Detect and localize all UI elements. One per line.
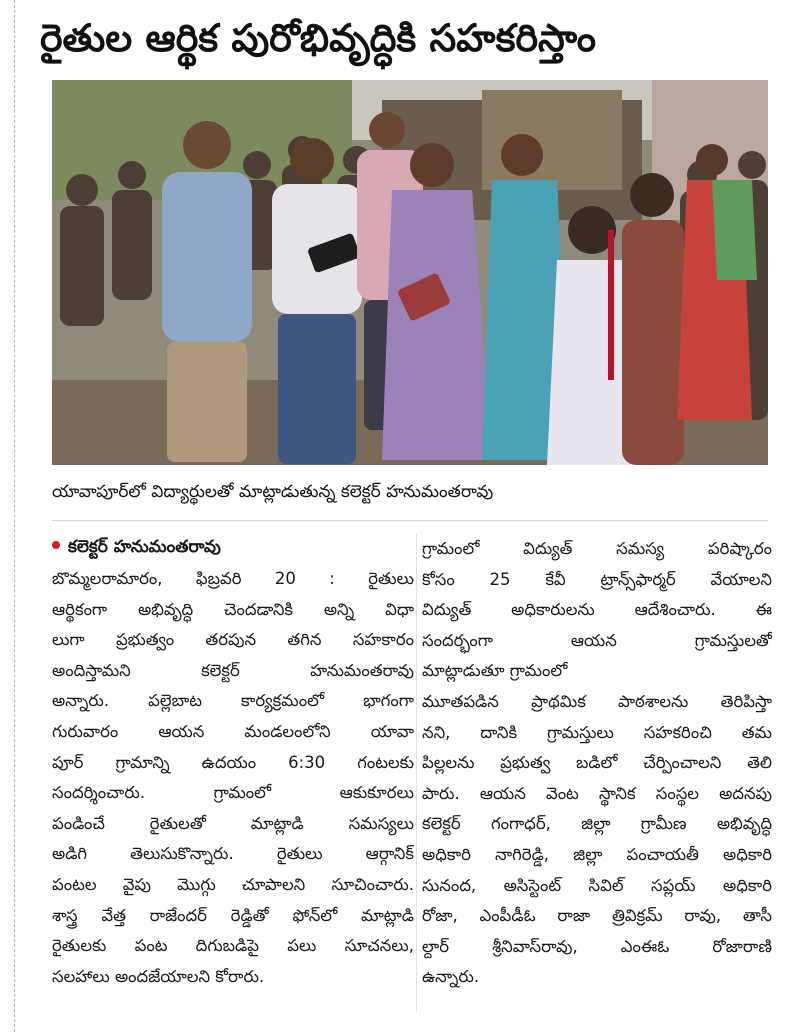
article-column-left — [52, 530, 414, 1020]
article-line: ల్దార్ శ్రీనివాస్‌రావు, ఎంఈఓ రోజారాణి — [422, 936, 772, 956]
article-line: శాస్త్ర వేత్త రాజేందర్ రెడ్డితో ఫోన్‌లో మాట్లాడి — [52, 905, 414, 925]
article-line: బొమ్మలరామారం, ఫిబ్రవరి 20 : రైతులు — [52, 569, 414, 588]
bullet-icon — [52, 541, 60, 549]
photo-caption: యావాపూర్‌లో విద్యార్థులతో మాట్లాడుతున్న కలెక్టర్ హనుమంతరావు — [52, 482, 494, 502]
article-line: అడిగి తెలుసుకొన్నారు. రైతులు ఆర్గానిక్ — [52, 844, 414, 864]
article-line: ఆర్థికంగా అభివృద్ధి చెందడానికి అన్ని విధా — [52, 599, 414, 619]
article-line: సందర్శించారు. గ్రామంలో ఆకుకూరలు — [52, 783, 414, 803]
article-line: పండించే రైతులతో మాట్లాడి సమస్యలు — [52, 813, 414, 833]
article-line: అన్నారు. పల్లెబాట కార్యక్రమంలో భాగంగా — [52, 691, 414, 711]
article-line: అధికారి నాగిరెడ్డి, జిల్లా పంచాయతీ అధికారి — [422, 844, 772, 864]
article-line: నని, దానికి గ్రామస్తులు సహకరించి తమ — [422, 722, 772, 742]
article-line: విద్యుత్ అధికారులను ఆదేశించారు. ఈ — [422, 600, 772, 620]
article-line: ఉన్నారు. — [422, 967, 480, 987]
article-line: సునంద, అసిస్టెంట్ సివిల్ సప్లయ్ అధికారి — [422, 875, 772, 895]
article-line: కలెక్టర్ గంగాధర్, జిల్లా గ్రామీణ అభివృద్ధి — [422, 814, 772, 834]
article-line: గ్రామంలో విద్యుత్ సమస్య పరిష్కారం — [422, 539, 772, 558]
article-line: మాట్లాడుతూ గ్రామంలో — [422, 661, 568, 681]
article-line: అందిస్తామని కలెక్టర్ హనుమంతరావు — [52, 660, 414, 680]
article-line: సలహాలు అందజేయాలని కోరారు. — [52, 966, 265, 986]
news-photo — [52, 80, 768, 465]
article-line: మూతపడిన ప్రాథమిక పాఠశాలను తెరిపిస్తా — [422, 691, 772, 711]
headline: రైతుల ఆర్థిక పురోభివృద్ధికి సహకరిస్తాం — [40, 16, 597, 60]
article-line: కోసం 25 కేవీ ట్రాన్స్‌ఫార్మర్ వేయాలని — [422, 569, 772, 589]
column-divider — [416, 534, 417, 1012]
article-line: రోజా, ఎంపీడీఓ రాజా త్రివిక్రమ్ రావు, తాసీ — [422, 906, 772, 926]
article-line: పూర్ గ్రామాన్ని ఉదయం 6:30 గంటలకు — [52, 752, 414, 772]
byline — [52, 530, 414, 564]
page-edge-rule — [14, 0, 16, 1032]
article-line: పంటల వైపు మొగ్గు చూపాలని సూచించారు. — [52, 874, 414, 894]
article-line: సందర్భంగా ఆయన గ్రామస్తులతో — [422, 630, 772, 650]
caption-divider — [52, 520, 768, 521]
article-column-right — [422, 530, 772, 1020]
article-line: లుగా ప్రభుత్వం తరపున తగిన సహకారం — [52, 630, 414, 650]
article-line: పిల్లలను ప్రభుత్వ బడిలో చేర్పించాలని తెలి — [422, 753, 772, 773]
article-line: గురువారం ఆయన మండలంలోని యావా — [52, 721, 414, 741]
byline-text: కలెక్టర్ హనుమంతరావు — [68, 537, 221, 557]
article-line: పారు. ఆయన వెంట స్థానిక సంస్థల అదనపు — [422, 783, 772, 803]
article-line: రైతులకు పంట దిగుబడిపై పలు సూచనలు, — [52, 936, 414, 956]
